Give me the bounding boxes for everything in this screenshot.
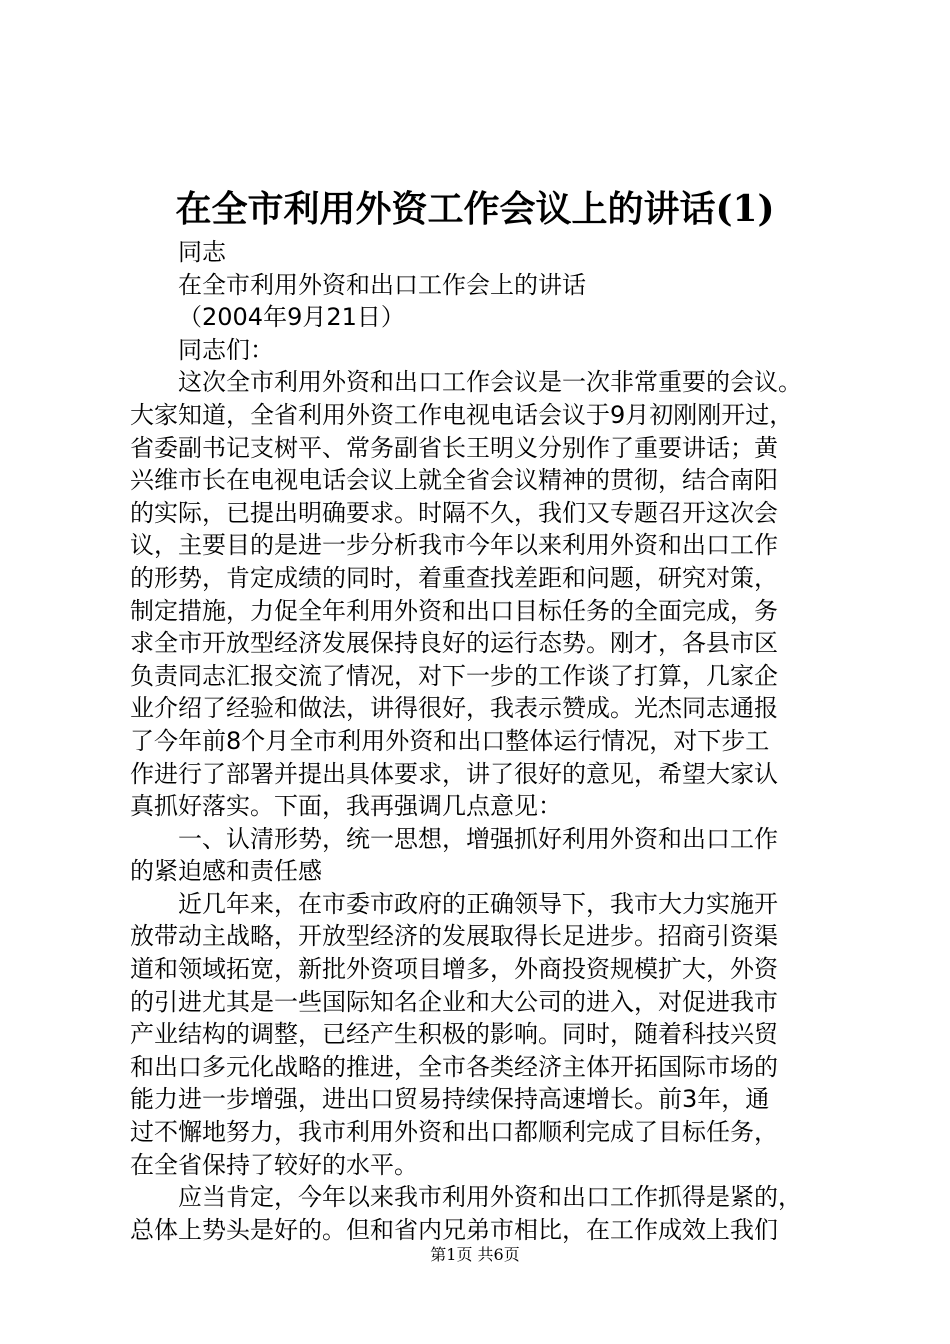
page-footer: 第1页 共6页 <box>430 1245 520 1264</box>
text-line: 制定措施，力促全年利用外资和出口目标任务的全面完成，务 <box>130 596 778 625</box>
text-line: 作进行了部署并提出具体要求，讲了很好的意见，希望大家认 <box>130 759 778 788</box>
text-line: 应当肯定，今年以来我市利用外资和出口工作抓得是紧的， <box>178 1183 802 1212</box>
text-line: 能力进一步增强，进出口贸易持续保持高速增长。前3年，通 <box>130 1085 770 1114</box>
text-line: 在全市利用外资和出口工作会上的讲话 <box>178 270 586 299</box>
text-line: （2004年9月21日） <box>178 303 405 332</box>
text-line: 放带动主战略，开放型经济的发展取得长足进步。招商引资渠 <box>130 922 778 951</box>
text-line: 议，主要目的是进一步分析我市今年以来利用外资和出口工作 <box>130 531 778 560</box>
text-line: 道和领域拓宽，新批外资项目增多，外商投资规模扩大，外资 <box>130 955 778 984</box>
text-line: 过不懈地努力，我市利用外资和出口都顺利完成了目标任务， <box>130 1118 778 1147</box>
text-line: 一、认清形势，统一思想，增强抓好利用外资和出口工作 <box>178 824 778 853</box>
document-body <box>130 236 852 1246</box>
text-line: 同志们： <box>178 335 274 364</box>
text-line: 省委副书记支树平、常务副省长王明义分别作了重要讲话；黄 <box>130 433 778 462</box>
text-line: 兴维市长在电视电话会议上就全省会议精神的贯彻，结合南阳 <box>130 466 778 495</box>
text-line: 的形势，肯定成绩的同时，着重查找差距和问题，研究对策， <box>130 563 778 592</box>
text-line: 和出口多元化战略的推进，全市各类经济主体开拓国际市场的 <box>130 1052 778 1081</box>
text-line: 的实际，已提出明确要求。时隔不久，我们又专题召开这次会 <box>130 498 778 527</box>
text-line: 负责同志汇报交流了情况，对下一步的工作谈了打算，几家企 <box>130 661 778 690</box>
text-line: 在全省保持了较好的水平。 <box>130 1150 418 1179</box>
text-line: 了今年前8个月全市利用外资和出口整体运行情况，对下步工 <box>130 726 770 755</box>
text-line: 大家知道，全省利用外资工作电视电话会议于9月初刚刚开过， <box>130 400 794 429</box>
text-line: 总体上势头是好的。但和省内兄弟市相比，在工作成效上我们 <box>130 1215 778 1244</box>
text-line: 同志 <box>178 238 226 266</box>
text-line: 这次全市利用外资和出口工作会议是一次非常重要的会议。 <box>178 368 802 397</box>
text-line: 的引进尤其是一些国际知名企业和大公司的进入，对促进我市 <box>130 987 778 1016</box>
text-line: 求全市开放型经济发展保持良好的运行态势。刚才，各县市区 <box>130 629 778 658</box>
text-line: 的紧迫感和责任感 <box>130 857 322 886</box>
text-line: 产业结构的调整，已经产生积极的影响。同时，随着科技兴贸 <box>130 1020 778 1049</box>
text-line: 近几年来，在市委市政府的正确领导下，我市大力实施开 <box>178 889 778 918</box>
text-line: 业介绍了经验和做法，讲得很好，我表示赞成。光杰同志通报 <box>130 694 778 723</box>
document-title: 在全市利用外资工作会议上的讲话(1) <box>175 188 775 230</box>
text-line: 真抓好落实。下面，我再强调几点意见： <box>130 792 562 821</box>
